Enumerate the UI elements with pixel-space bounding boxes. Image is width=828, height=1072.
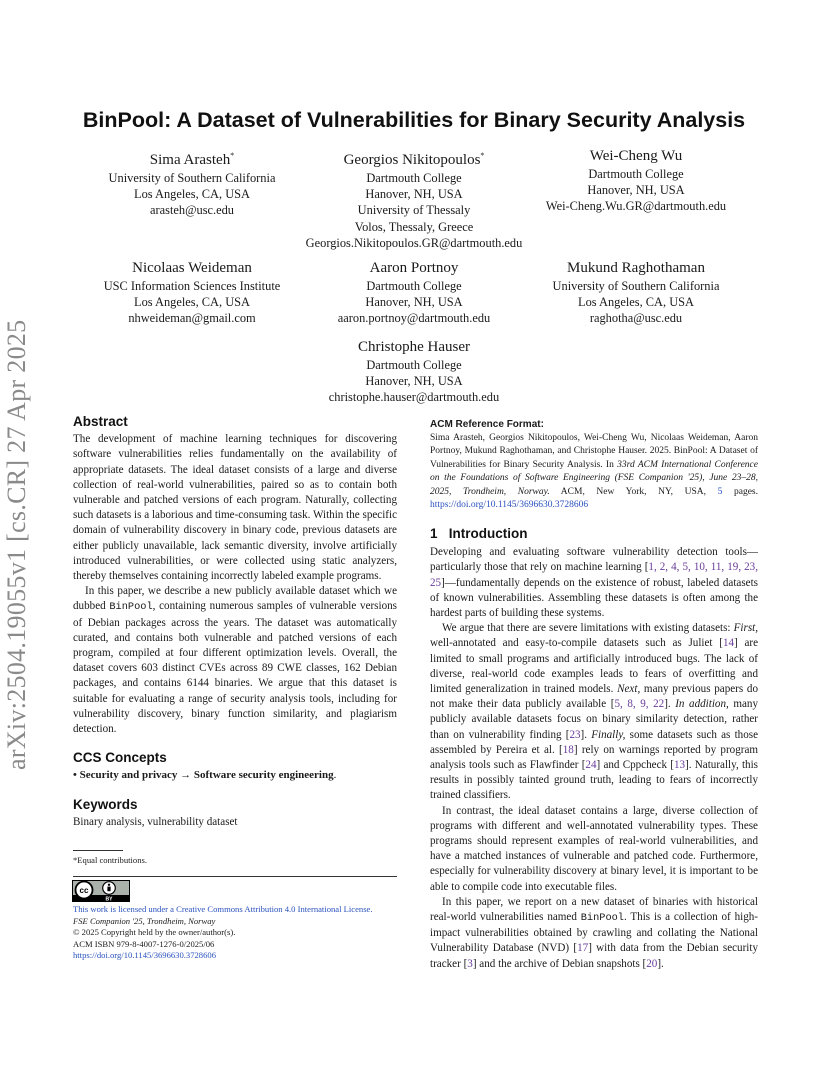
acm-doi-link[interactable]: https://doi.org/10.1145/3696630.3728606 — [430, 500, 589, 510]
citation-link[interactable]: 3 — [467, 957, 473, 970]
author-email[interactable]: arasteh@usc.edu — [150, 203, 234, 218]
author-name: Sima Arasteh* — [149, 151, 235, 168]
intro-paragraph: We argue that there are severe limitations with existing datasets: First, well-annotated and easy-to-compile datasets such as Juliet [14] are limited to small programs and artificially introduced bugs. The lack of diverse, real-world code examples leads to fears of overfitting and limited generalization in trained models. Next, many previous papers do not make their data publicly available [5, 8, 9, 22]. In addition, many publicly available datasets focus on binary similarity detection, rather than on vulnerability finding [23]. Finally, some datasets such as those assembled by Pereira et al. [18] rely on warnings reported by program analysis tools such as Flawfinder [24] and Cppcheck [13]. Naturally, this results in possibly tainted ground truth, leading to fears of incorrectly trained classifiers. — [430, 622, 758, 802]
author-name: Aaron Portnoy — [369, 260, 459, 276]
citation-link[interactable]: 18 — [562, 743, 574, 756]
author-email[interactable]: Georgios.Nikitopoulos.GR@dartmouth.edu — [305, 235, 523, 250]
dataset-name-code: BinPool — [109, 601, 153, 614]
author-name: Mukund Raghothaman — [567, 260, 705, 276]
author-location: Los Angeles, CA, USA — [134, 187, 250, 202]
author-email[interactable]: Wei-Cheng.Wu.GR@dartmouth.edu — [545, 199, 727, 214]
abstract-paragraph: In this paper, we describe a new publicly available dataset which we dubbed BinPool, containing numerous samples of vulnerable versions of Debian packages across the years. The dataset was automatically curated, and contains both vulnerable and patched versions of each program, compiled at four different optimization levels. Overall, the dataset covers 603 distinct CVEs across 89 CWE classes, 162 Debian packages, and contains 6144 binaries. We argue that this dataset is suitable for evaluating a range of security analysis tools, including for vulnerability discovery, binary function similarity, and plagiarism detection. — [73, 585, 397, 736]
author-location: Hanover, NH, USA — [365, 374, 463, 389]
citation-link[interactable]: 17 — [577, 942, 589, 955]
author-location: Los Angeles, CA, USA — [578, 295, 694, 310]
author-block — [506, 258, 766, 327]
acm-ref-heading: ACM Reference Format: — [430, 419, 544, 430]
license-block — [73, 904, 413, 962]
author-email[interactable]: nhweideman@gmail.com — [128, 311, 256, 326]
doi-link[interactable]: https://doi.org/10.1145/3696630.3728606 — [73, 950, 216, 961]
author-email[interactable]: raghotha@usc.edu — [589, 311, 683, 326]
isbn-text: ACM ISBN 979-8-4007-1276-0/2025/06 — [73, 938, 215, 949]
dataset-name-code: BinPool — [580, 912, 624, 925]
abstract-paragraph: The development of machine learning techniques for discovering software vulnerabilities relies fundamentally on the availability of appropriate datasets. The ideal dataset consists of a large and diverse collection of real-world vulnerabilities, paired so as to contain both vulnerable and patched versions of each program. Naturally, collecting such datasets is a laborious and time-consuming task. Within the specific domain of vulnerability discovery in binary code, previous datasets are either publicly unavailable, lack semantic diversity, involve artificially introduced vulnerabilities, or were collected using static analyzers, thereby themselves containing incorrectly labeled example programs. — [73, 433, 397, 583]
conference-info: FSE Companion '25, Trondheim, Norway — [73, 915, 216, 926]
arxiv-identifier-stamp: arXiv:2504.19055v1 [cs.CR] 27 Apr 2025 — [2, 319, 31, 770]
author-location: Hanover, NH, USA — [365, 187, 463, 202]
author-location: Hanover, NH, USA — [365, 295, 463, 310]
author-location: Volos, Thessaly, Greece — [354, 219, 474, 234]
citation-link[interactable]: 24 — [585, 759, 597, 772]
author-block — [506, 146, 766, 215]
acm-ref-text: Sima Arasteh, Georgios Nikitopoulos, Wei-Cheng Wu, Nicolaas Weideman, Aaron Portnoy, Mukund Raghothaman, and Christophe Hauser. 2025. BinPool: A Dataset of Vulnerabilities for Binary Security Analysis. In 33rd ACM International Conference on the Foundations of Software Engineering (FSE Companion '25), June 23–28, 2025, Trondheim, Norway. ACM, New York, NY, USA, 5 pages. https://doi.org/10.1145/3696630.3728606 — [430, 432, 758, 510]
author-email[interactable]: christophe.hauser@dartmouth.edu — [328, 390, 500, 405]
intro-paragraph: In this paper, we report on a new dataset of binaries with historical real-world vulnerabilities named BinPool. This is a collection of high-impact vulnerabilities obtained by crawling and collating the National Vulnerability Database (NVD) [17] with data from the Debian security tracker [3] and the archive of Debian snapshots [20]. — [430, 895, 759, 970]
author-affiliation: Dartmouth College — [588, 167, 684, 181]
citation-link[interactable]: 5, 8, 9, 22 — [614, 698, 665, 711]
author-name: Christophe Hauser — [357, 339, 471, 355]
citation-link[interactable]: 14 — [722, 637, 735, 650]
author-affiliation: Dartmouth College — [366, 279, 462, 293]
license-link[interactable]: This work is licensed under a Creative Commons Attribution 4.0 International License. — [73, 904, 373, 914]
footnote-rule — [73, 850, 123, 851]
ccs-heading: CCS Concepts — [73, 750, 167, 766]
intro-paragraph: In contrast, the ideal dataset contains a large, diverse collection of programs with different and well-annotated vulnerability types. These programs should represent examples of real-world vulnerabilities, and have a matched instances of vulnerable and patched code. Furthermore, especially for vulnerability discovery at binary level, it is important to be able to compile code into executable files. — [430, 804, 758, 893]
author-affiliation: Dartmouth College — [366, 171, 462, 185]
keywords-text: Binary analysis, vulnerability dataset — [73, 815, 238, 828]
page-count-link[interactable]: 5 — [717, 486, 723, 497]
intro-paragraph: Developing and evaluating software vulnerability detection tools—particularly those that rely on machine learning [1, 2, 4, 5, 10, 11, 19, 23, 25]—fundamentally depends on the existence of robust, labeled datasets of known vulnerabilities. Assembling these datasets is often among the hardest parts of building these systems. — [430, 546, 758, 620]
author-location: Hanover, NH, USA — [587, 183, 685, 198]
author-name: Nicolaas Weideman — [132, 260, 252, 276]
by-badge-text: BY — [105, 896, 113, 902]
abstract-heading: Abstract — [73, 414, 128, 429]
ccs-concepts: • Security and privacy → Software security engineering. — [73, 769, 337, 782]
author-affiliation: USC Information Sciences Institute — [103, 279, 281, 293]
right-column — [430, 526, 758, 972]
citation-link[interactable]: 13 — [673, 759, 686, 772]
author-location: Los Angeles, CA, USA — [134, 295, 250, 310]
author-name: Wei-Cheng Wu — [589, 148, 683, 164]
author-name: Georgios Nikitopoulos* — [343, 151, 485, 168]
paper-title: BinPool: A Dataset of Vulnerabilities for Binary Security Analysis — [82, 108, 746, 132]
citation-link[interactable]: 23 — [569, 728, 581, 741]
author-affiliation: University of Southern California — [108, 171, 276, 185]
author-block — [62, 146, 322, 219]
author-block — [284, 258, 544, 327]
citation-link[interactable]: 1, 2, 4, 5, 10, 11, 19, 23, 25 — [430, 561, 758, 589]
footnote: *Equal contributions. — [73, 855, 147, 865]
author-block — [62, 258, 322, 327]
cc-by-license-badge[interactable] — [72, 880, 130, 902]
copyright-text: © 2025 Copyright held by the owner/author(s). — [73, 927, 236, 938]
author-block — [284, 146, 544, 251]
acm-reference — [430, 418, 758, 513]
introduction-heading: 1 Introduction — [430, 526, 528, 541]
author-email[interactable]: aaron.portnoy@dartmouth.edu — [337, 311, 491, 326]
author-affiliation: Dartmouth College — [366, 358, 462, 372]
left-column — [73, 414, 397, 830]
author-affiliation: University of Southern California — [552, 279, 720, 293]
citation-link[interactable]: 20 — [646, 957, 658, 970]
author-affiliation: University of Thessaly — [357, 203, 471, 218]
keywords-heading: Keywords — [73, 796, 138, 812]
cc-badge-text: cc — [79, 886, 89, 895]
author-block — [284, 337, 544, 406]
license-rule — [73, 876, 397, 877]
